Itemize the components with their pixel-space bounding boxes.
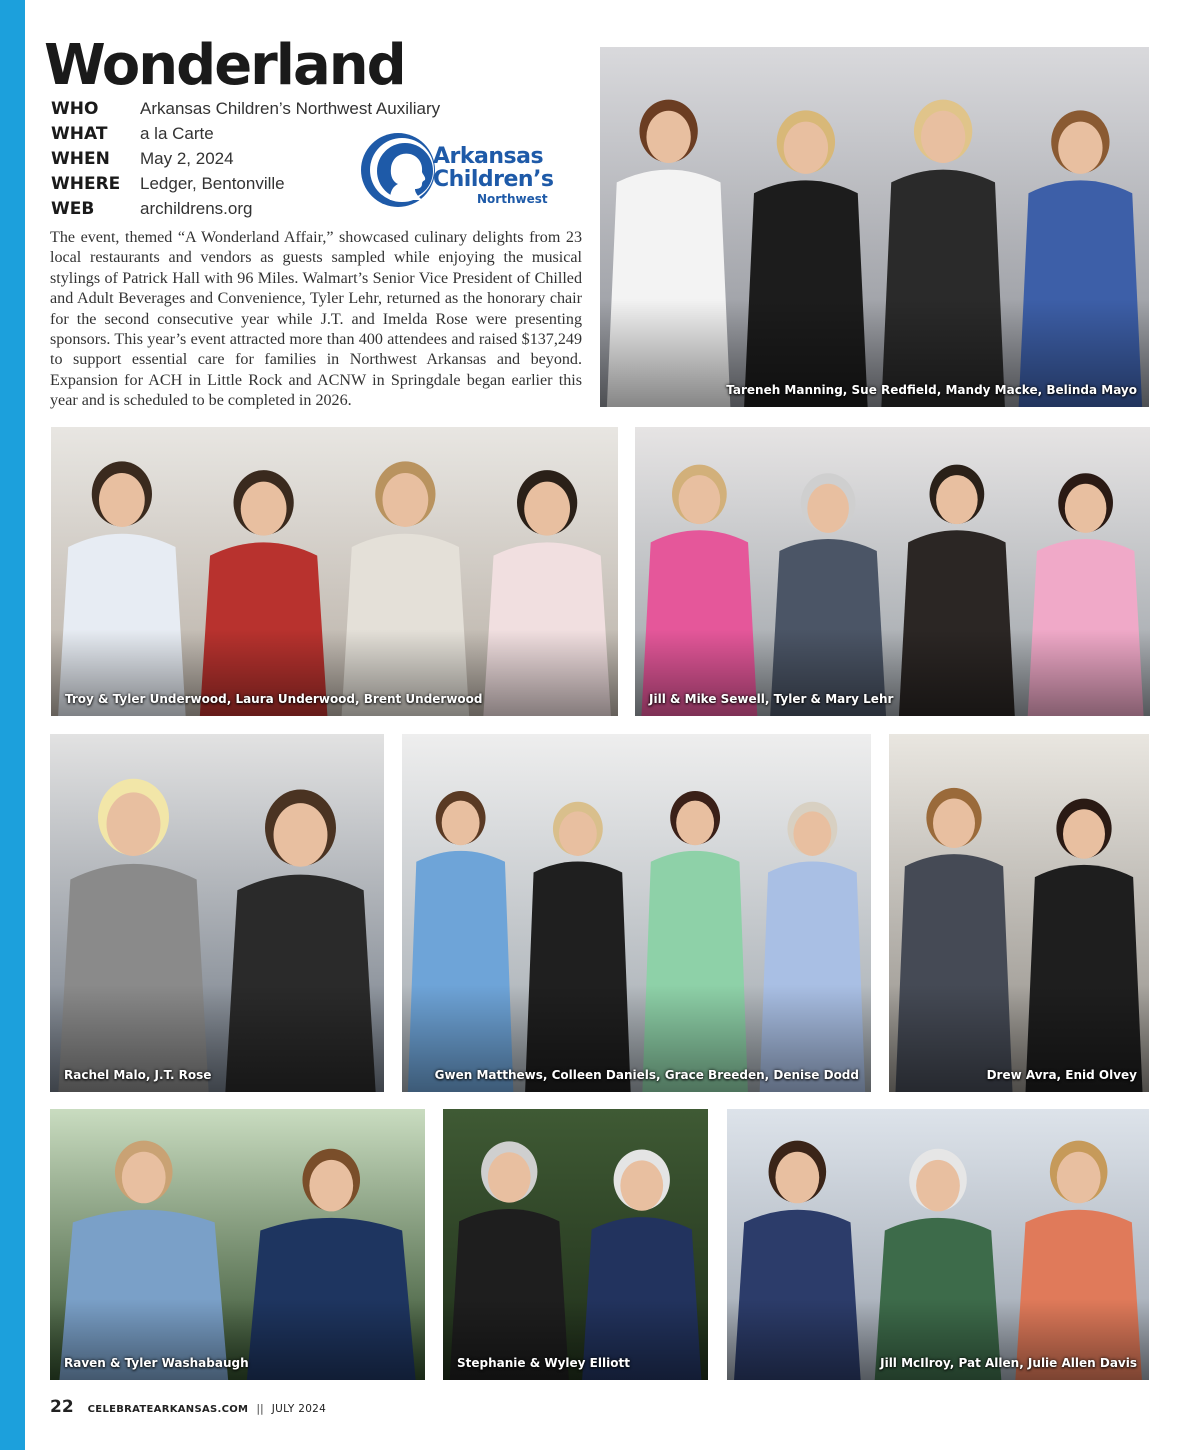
logo-line-1: Arkansas [433,144,544,169]
photo-image [727,1109,1149,1380]
photo-6[interactable] [889,734,1149,1092]
photo-8[interactable] [443,1109,708,1380]
photo-image [50,734,384,1092]
fact-who [51,96,440,121]
photo-caption: Jill McIlroy, Pat Allen, Julie Allen Davis [880,1356,1137,1370]
photo-image [889,734,1149,1092]
fact-value: Ledger, Bentonville [140,174,285,194]
footer-separator: || [256,1402,264,1415]
photo-image [402,734,871,1092]
fact-label: WEB [51,199,95,220]
fact-value: May 2, 2024 [140,148,234,168]
photo-caption: Tareneh Manning, Sue Redfield, Mandy Macke, Belinda Mayo [726,383,1137,397]
page-footer [50,1397,326,1417]
photo-image [600,47,1149,407]
child-profile-logo-icon [360,130,440,210]
fact-label: WHERE [51,174,121,195]
arkansas-childrens-logo [360,130,560,210]
photo-4[interactable] [50,734,384,1092]
photo-image [443,1109,708,1380]
photo-7[interactable] [50,1109,425,1380]
photo-caption: Jill & Mike Sewell, Tyler & Mary Lehr [649,692,894,706]
fact-web-link[interactable]: archildrens.org [140,199,253,219]
fact-label: WHAT [51,123,108,144]
photo-caption: Raven & Tyler Washabaugh [64,1356,249,1370]
footer-issue: JULY 2024 [271,1403,327,1415]
footer-site[interactable]: CELEBRATEARKANSAS.COM [87,1404,249,1415]
photo-image [51,427,618,716]
fact-label: WHO [51,98,99,119]
photo-image [50,1109,425,1380]
photo-caption: Drew Avra, Enid Olvey [986,1068,1137,1082]
event-description: The event, themed “A Wonderland Affair,” showcased culinary delights from 23 local restaurants and vendors as guests sampled while enjoying the musical stylings of Patrick Hall with 96 Miles. Walmart’s Senior Vice President of Chilled and Adult Beverages and Convenience, Tyler Lehr, returned as the honorary chair for the second consecutive year while J.T. and Imelda Rose were presenting sponsors. This year’s event attracted more than 400 attendees and raised $137,249 to support essential care for families in Northwest Arkansas and beyond. Expansion for ACH in Little Rock and ACNW in Springdale began earlier this year and is scheduled to be completed in 2026. [50,229,582,410]
page-title: Wonderland [44,33,405,98]
page-number: 22 [50,1397,74,1417]
side-color-bar [0,0,25,1450]
photo-caption: Gwen Matthews, Colleen Daniels, Grace Breeden, Denise Dodd [434,1068,859,1082]
photo-caption: Stephanie & Wyley Elliott [457,1356,630,1370]
photo-caption: Troy & Tyler Underwood, Laura Underwood, Brent Underwood [65,692,483,706]
photo-2[interactable] [51,427,618,716]
photo-3[interactable] [635,427,1150,716]
photo-9[interactable] [727,1109,1149,1380]
fact-label: WHEN [51,148,110,169]
fact-value: a la Carte [140,123,214,143]
photo-caption: Rachel Malo, J.T. Rose [64,1068,212,1082]
photo-1[interactable] [600,47,1149,407]
photo-image [635,427,1150,716]
photo-5[interactable] [402,734,871,1092]
logo-line-3: Northwest [477,192,548,206]
fact-value: Arkansas Children’s Northwest Auxiliary [140,98,441,118]
logo-wordmark [433,146,554,205]
logo-line-2: Children’s [433,167,554,192]
